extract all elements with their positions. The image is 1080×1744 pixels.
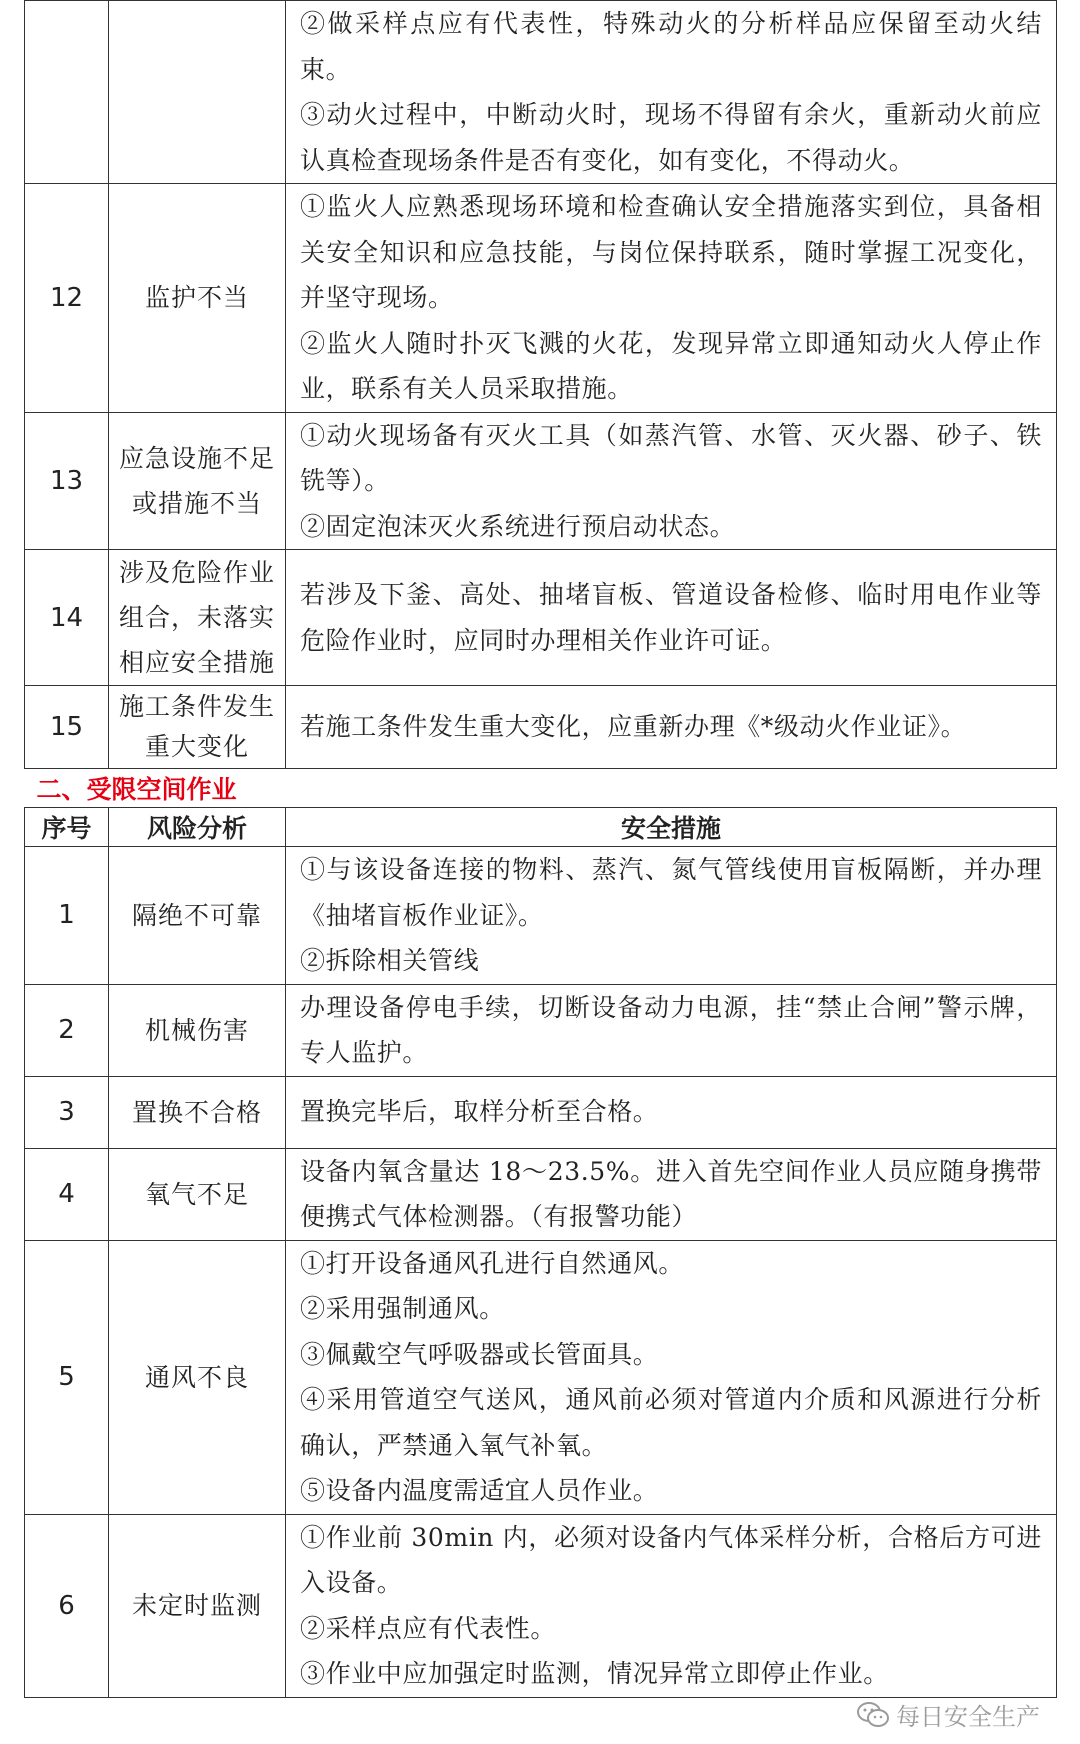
measures-cell (286, 984, 1057, 1076)
measure-line: ①动火现场备有灭火工具（如蒸汽管、水管、灭火器、砂子、铁铣等）。 (300, 420, 1042, 495)
header-risk: 风险分析 (109, 808, 286, 847)
measure-line: ①打开设备通风孔进行自然通风。 (300, 1248, 685, 1278)
measure-line: ②监火人随时扑灭飞溅的火花，发现异常立即通知动火人停止作业，联系有关人员采取措施。 (300, 328, 1042, 403)
row-number: 13 (25, 412, 109, 550)
measure-line: ②采用强制通风。 (300, 1294, 505, 1323)
watermark-text: 每日安全生产 (896, 1703, 1040, 1731)
risk-cell (109, 184, 286, 413)
risk-cell (109, 1, 286, 184)
risk-cell (109, 984, 286, 1076)
safety-measures-table (24, 0, 1057, 1698)
row-number: 4 (25, 1148, 109, 1240)
measure-line: ①作业前 30min 内，必须对设备内气体采样分析，合格后方可进入设备。 (300, 1522, 1042, 1597)
measure-line: ⑤设备内温度需适宜人员作业。 (300, 1476, 659, 1505)
risk-line: 隔绝不可靠 (131, 900, 262, 930)
risk-line: 通风不良 (144, 1362, 249, 1392)
table-row (25, 1, 1057, 184)
measures-cell (286, 1240, 1057, 1514)
table-header-row (25, 808, 1057, 847)
risk-cell (109, 1514, 286, 1697)
measure-line: ③动火过程中，中断动火时，现场不得留有余火，重新动火前应认真检查现场条件是否有变化，如有变化，不得动火。 (300, 100, 1042, 175)
header-measures: 安全措施 (286, 808, 1057, 847)
measures-cell (286, 550, 1057, 686)
measure-line: ②做采样点应有代表性，特殊动火的分析样品应保留至动火结束。 (300, 9, 1042, 84)
row-number: 12 (25, 184, 109, 413)
risk-cell (109, 1076, 286, 1148)
table-row (25, 1148, 1057, 1240)
measures-cell (286, 1514, 1057, 1697)
table-row (25, 686, 1057, 769)
measures-cell (286, 184, 1057, 413)
table-row (25, 984, 1057, 1076)
risk-line: 未定时监测 (131, 1591, 262, 1620)
measure-line: ②拆除相关管线 (300, 946, 480, 975)
risk-line: 重大变化 (144, 732, 249, 761)
risk-cell (109, 1148, 286, 1240)
risk-line: 置换不合格 (131, 1097, 262, 1127)
risk-line: 组合，未落实 (118, 603, 275, 632)
risk-line: 涉及危险作业 (118, 558, 275, 587)
measure-line: ③作业中应加强定时监测，情况异常立即停止作业。 (300, 1659, 889, 1688)
watermark (856, 1697, 1040, 1732)
table-row (25, 1240, 1057, 1514)
risk-cell (109, 1240, 286, 1514)
measures-cell (286, 1, 1057, 184)
row-number: 1 (25, 847, 109, 985)
table-row (25, 847, 1057, 985)
row-number: 2 (25, 984, 109, 1076)
section-row (25, 769, 1057, 808)
risk-cell (109, 412, 286, 550)
risk-line: 应急设施不足 (118, 443, 275, 473)
row-number: 3 (25, 1076, 109, 1148)
risk-line: 氧气不足 (144, 1179, 249, 1209)
risk-line: 施工条件发生 (118, 692, 275, 721)
measure-line: ①与该设备连接的物料、蒸汽、氮气管线使用盲板隔断，并办理《抽堵盲板作业证》。 (300, 855, 1042, 930)
risk-cell (109, 550, 286, 686)
risk-line: 监护不当 (144, 283, 249, 313)
risk-cell (109, 686, 286, 769)
measures-cell (286, 412, 1057, 550)
table-row (25, 184, 1057, 413)
measure-line: ①监火人应熟悉现场环境和检查确认安全措施落实到位，具备相关安全知识和应急技能，与岗位保持联系，随时掌握工况变化，并坚守现场。 (300, 192, 1042, 312)
measures-cell (286, 686, 1057, 769)
table-row (25, 412, 1057, 550)
table-row (25, 1514, 1057, 1697)
risk-line: 机械伤害 (144, 1015, 249, 1045)
measure-line: 办理设备停电手续，切断设备动力电源，挂“禁止合闸”警示牌，专人监护。 (300, 992, 1042, 1067)
table-row (25, 1076, 1057, 1148)
measure-line: 若涉及下釜、高处、抽堵盲板、管道设备检修、临时用电作业等危险作业时，应同时办理相关作业许可证。 (300, 580, 1042, 655)
row-number-cell (25, 1, 109, 184)
measure-line: ③佩戴空气呼吸器或长管面具。 (300, 1339, 659, 1369)
measure-line: ④采用管道空气送风，通风前必须对管道内介质和风源进行分析确认，严禁通入氧气补氧。 (300, 1385, 1042, 1460)
measures-cell (286, 1076, 1057, 1148)
measure-line: 设备内氧含量达 18～23.5%。进入首先空间作业人员应随身携带便携式气体检测器。（有报警功能） (300, 1156, 1042, 1231)
table-row (25, 550, 1057, 686)
risk-cell (109, 847, 286, 985)
row-number: 15 (25, 686, 109, 769)
row-number: 6 (25, 1514, 109, 1697)
measures-cell (286, 1148, 1057, 1240)
wechat-icon (856, 1701, 890, 1729)
measure-line: 若施工条件发生重大变化，应重新办理《*级动火作业证》。 (300, 712, 967, 742)
measure-line: 置换完毕后，取样分析至合格。 (300, 1097, 659, 1127)
row-number: 5 (25, 1240, 109, 1514)
risk-line: 或措施不当 (131, 488, 262, 518)
measure-line: ②采样点应有代表性。 (300, 1613, 557, 1643)
risk-line: 相应安全措施 (118, 648, 275, 677)
header-num: 序号 (25, 808, 109, 847)
section-title: 二、受限空间作业 (25, 769, 1057, 808)
measures-cell (286, 847, 1057, 985)
measure-line: ②固定泡沫灭火系统进行预启动状态。 (300, 511, 736, 541)
row-number: 14 (25, 550, 109, 686)
